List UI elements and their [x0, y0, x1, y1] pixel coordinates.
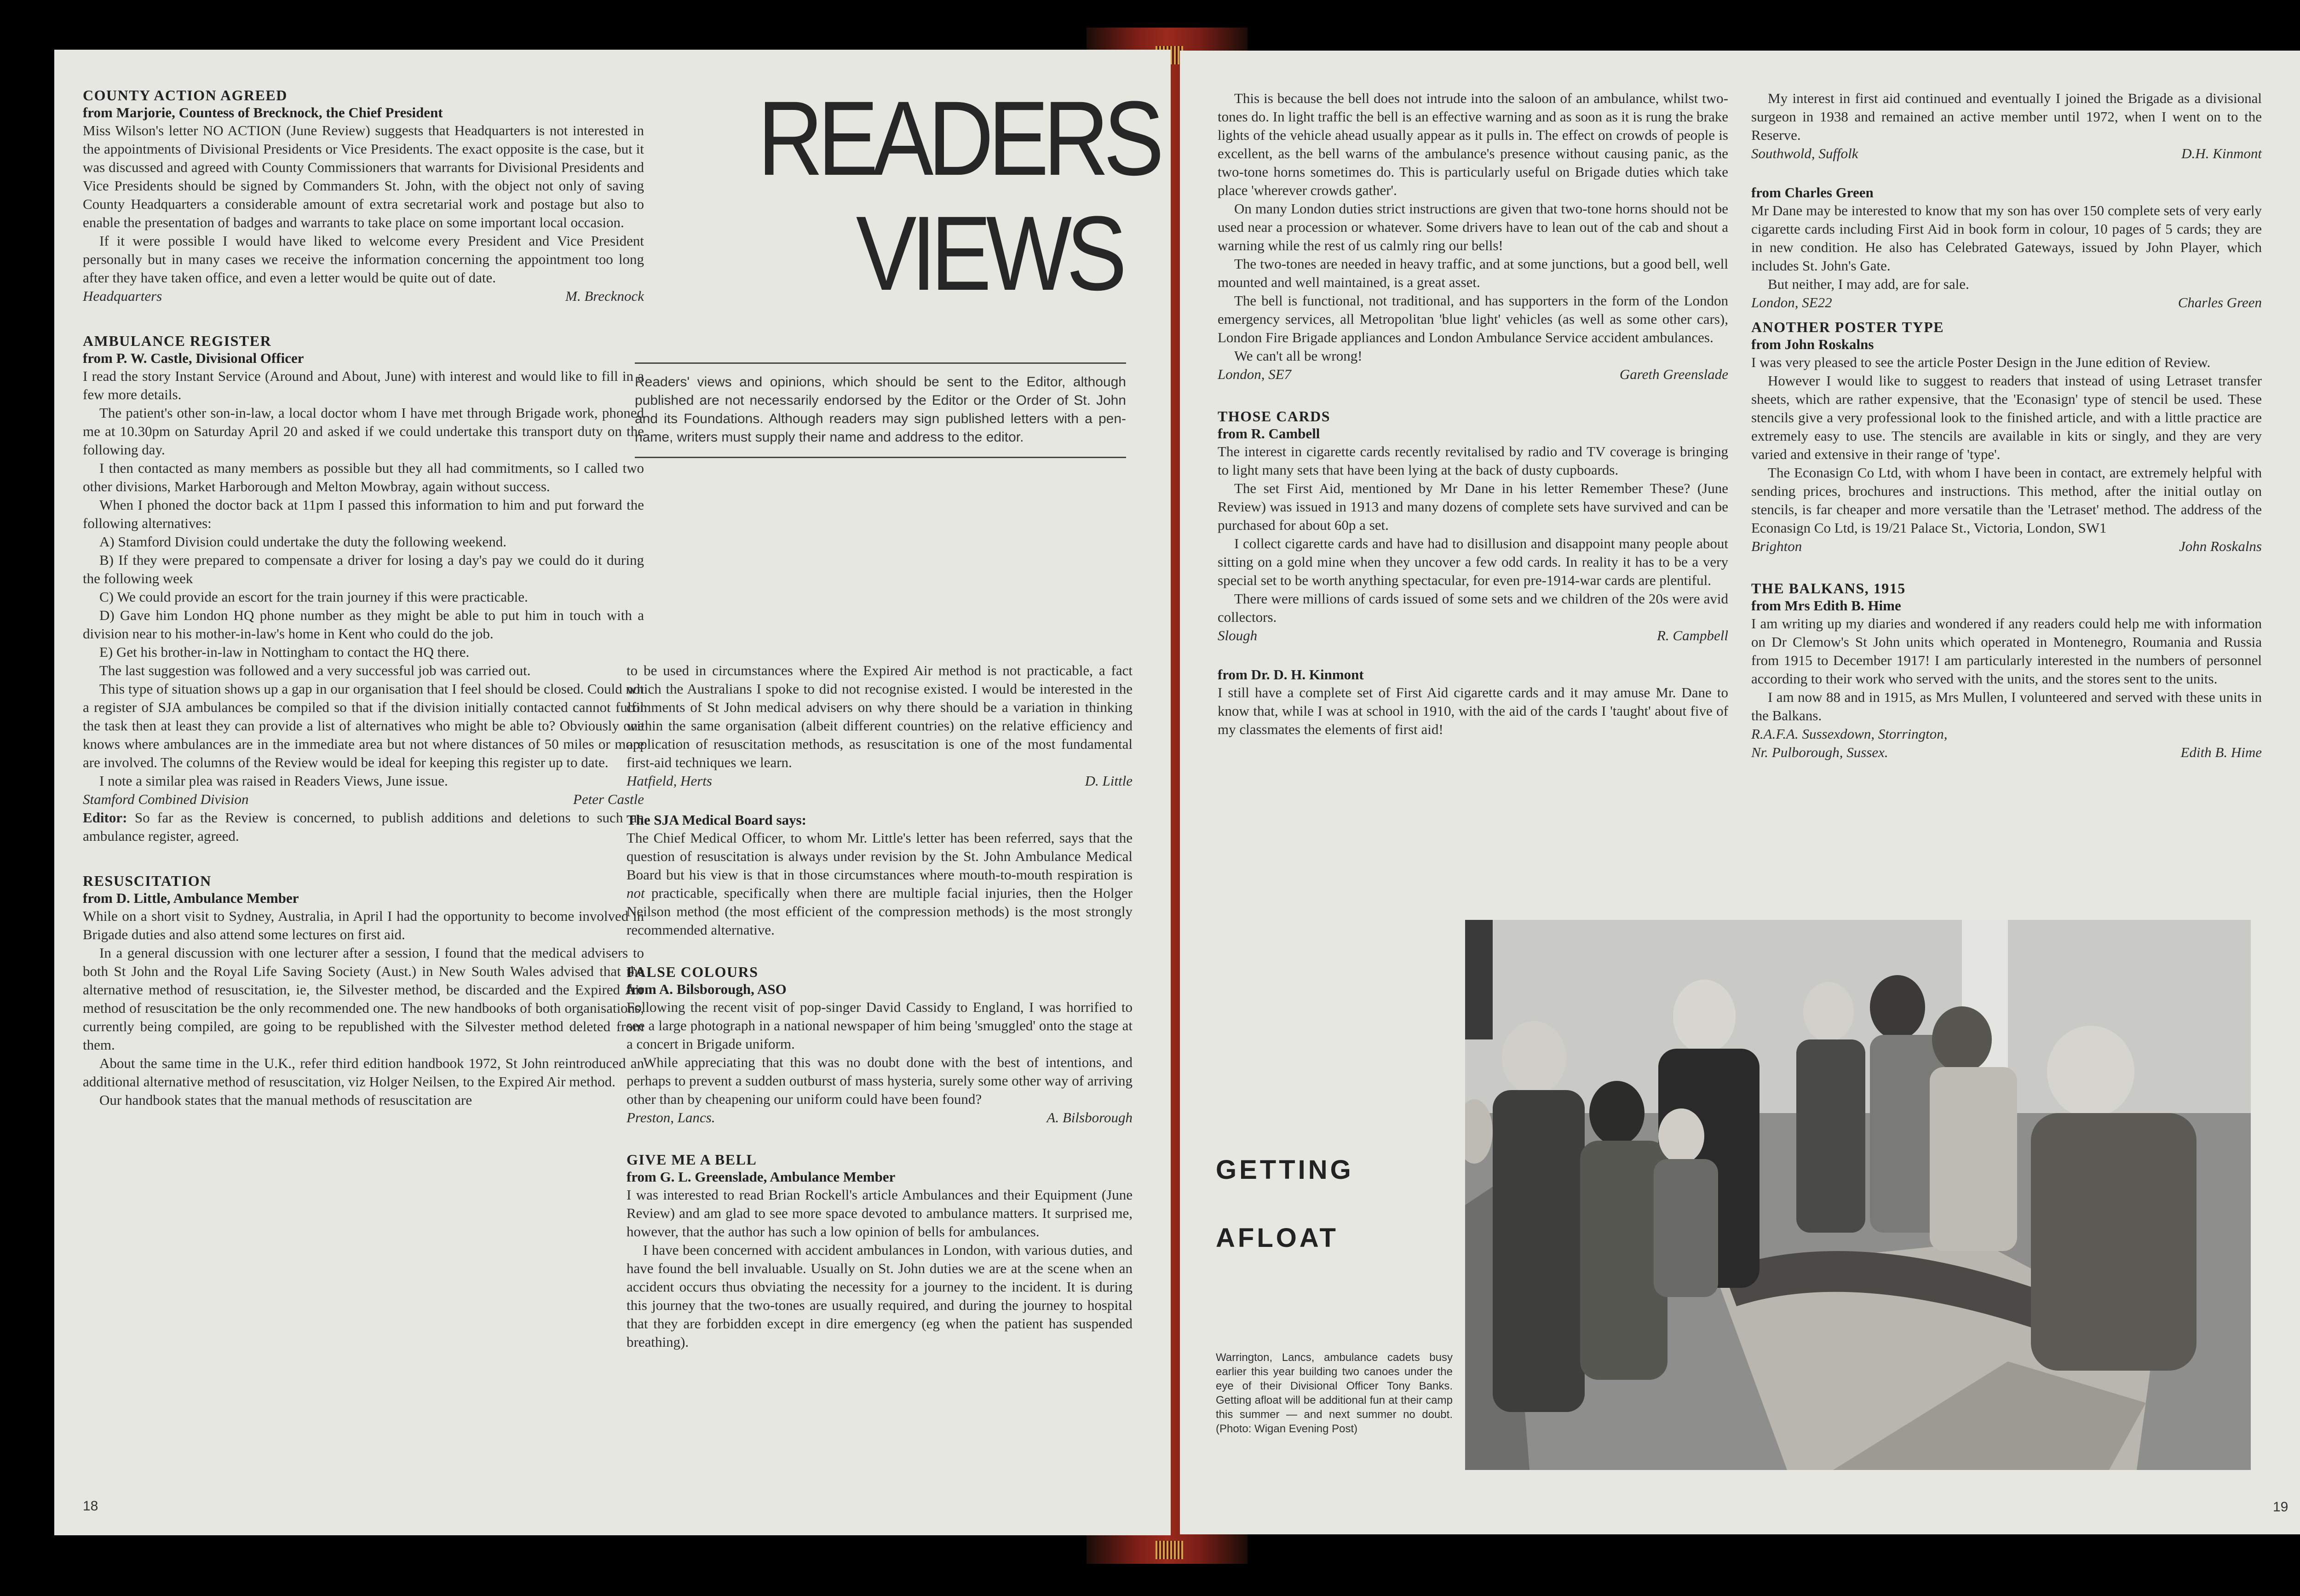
letter-paragraph: There were millions of cards issued of some sets and we children of the 20s were avid collectors. — [1218, 591, 1728, 625]
letter-author: from D. Little, Ambulance Member — [83, 890, 299, 906]
letter-continuation: This is because the bell does not intrude into the saloon of an ambulance, whilst two-tones do. In light traffic the bell is an effective warning and as soon as it is rung the brake lights of the vehicle ahead usually appear as it pulls in. The effect on crowds of people is excellent, as the bell warns of the ambulance's presence without causing panic, as the two-tone horns sometimes do. This is particularly useful on Brigade duties which take place 'wherever crowds gather'. — [1218, 90, 1728, 198]
letter-paragraph: Mr Dane may be interested to know that my son has over 150 complete sets of very early cigarette cards including First Aid in book form in colour, 10 pages of 5 cards; they are in new condition. He also has Celebrated Gateways, issued by John Player, which includes St. John's Gate. — [1751, 202, 2262, 274]
letter-paragraph: I note a similar plea was raised in Readers Views, June issue. — [99, 773, 448, 789]
letter-kinmont — [1218, 666, 1728, 739]
photo-illustration — [1465, 920, 2251, 1470]
letter-paragraph: The interest in cigarette cards recently revitalised by radio and TV coverage is bringing to light many sets that have been lying at the back of dusty cupboards. — [1218, 443, 1728, 478]
signature-name: R. Campbell — [1657, 627, 1728, 643]
letter-paragraph: On many London duties strict instructions are given that two-tone horns should not be used near a procession or whatever. Some drivers have to lean out of the cab and shout a warning while the rest of us calmly ring our bells! — [1218, 201, 1728, 253]
right-left-column — [1218, 89, 1728, 739]
cadets-canoe-photo — [1465, 920, 2251, 1470]
letter-paragraph: I have been concerned with accident ambulances in London, with various duties, and have found the bell invaluable. Usually on St. John duties we are at the scene when an accident occurs thus obviating the necessity for a journey to the incident. It is during this journey that the two-tones are usually required, and during the journey to hospital that they are forbidden except in dire emergency (eg when the patient has suspended breathing). — [627, 1242, 1133, 1350]
letter-author: from Mrs Edith B. Hime — [1751, 597, 1901, 614]
letter-author: from Charles Green — [1751, 184, 1874, 201]
letter-heading: ANOTHER POSTER TYPE — [1751, 319, 1944, 335]
letter-paragraph: The Econasign Co Ltd, with whom I have been in contact, are extremely helpful with sending prices, brochures and instructions. This method, after the initial outlay on stencils, is far cheaper and more versatile than the 'Letraset' method. The address of the Econasign Co Ltd, is 19/21 Palace St., Victoria, London, SW1 — [1751, 465, 2262, 536]
signature-address: R.A.F.A. Sussexdown, Storrington, — [1751, 726, 1948, 742]
letter-paragraph: I then contacted as many members as possible but they all had commitments, so I called two other divisions, Market Harborough and Melton Mowbray, again without success. — [83, 460, 644, 494]
letter-paragraph: D) Gave him London HQ phone number as they might be able to put him in touch with a division near to his mother-in-law's home in Kent who could do the job. — [83, 607, 644, 642]
page-number: 18 — [83, 1498, 98, 1514]
letter-author: from Dr. D. H. Kinmont — [1218, 666, 1364, 683]
letter-author: from Marjorie, Countess of Brecknock, the Chief President — [83, 104, 443, 121]
letter-author: from John Roskalns — [1751, 336, 1874, 352]
signature-name: Charles Green — [2178, 294, 2262, 310]
letter-paragraph: A) Stamford Division could undertake the duty the following weekend. — [99, 534, 507, 550]
signature-place: Preston, Lancs. — [627, 1109, 715, 1125]
letter-heading: AMBULANCE REGISTER — [83, 333, 272, 349]
letter-paragraph: I am writing up my diaries and wondered if any readers could help me with information on Dr Clemow's St John units which operated in Montenegro, Roumania and Russia from 1915 to December 1917! I am particularly interested in the numbers of personnel according to their work who served with the units, and the stores sent to the units. — [1751, 615, 2262, 687]
letter-signature — [627, 772, 1133, 790]
letter-paragraph: The patient's other son-in-law, a local doctor whom I have met through Brigade work, phoned me at 10.30pm on Saturday April 20 and asked if we could undertake this transport duty on the following day. — [83, 405, 644, 458]
letter-author: from P. W. Castle, Divisional Officer — [83, 350, 304, 366]
letter-paragraph: We can't all be wrong! — [1234, 348, 1363, 364]
letter-paragraph: The set First Aid, mentioned by Mr Dane in his letter Remember These? (June Review) was issued in 1913 and many dozens of complete sets have survived and can be purchased for about 60p a set. — [1218, 480, 1728, 533]
signature-name: Peter Castle — [573, 791, 644, 807]
editor-note — [83, 809, 644, 845]
letter-paragraph: I read the story Instant Service (Around and About, June) with interest and would like to fill in a few more details. — [83, 368, 644, 402]
letter-paragraph: The bell is functional, not traditional, and has supporters in the form of the London emergency services, all Metropolitan 'blue light' vehicles (as well as some other cars), London Fire Brigade appliances and London Ambulance Service accident ambulances. — [1218, 293, 1728, 345]
intro-note: Readers' views and opinions, which should be sent to the Editor, although published are not necessarily endorsed by the Editor or the Order of St. John and its Foundations. Although readers may sign published letters with a pen-name, writers must supply their name and address to the editor. — [635, 362, 1126, 458]
spine-binding-bottom — [1156, 1541, 1183, 1559]
letter-paragraph: If it were possible I would have liked to welcome every President and Vice President personally but in many cases we receive the information concerning the appointment too long after they have taken office, and even a letter would be quite out of date. — [83, 233, 644, 286]
letter-paragraph: While appreciating that this was no doubt done with the best of intentions, and perhaps to prevent a sudden outburst of mass hysteria, surely some other way of arriving other than by cheapening our uniform could have been found? — [627, 1054, 1133, 1107]
letter-heading: THE BALKANS, 1915 — [1751, 580, 1906, 597]
title-line-readers: READERS — [757, 79, 1159, 197]
letter-paragraph: The last suggestion was followed and a very successful job was carried out. — [99, 662, 531, 678]
letter-give-me-a-bell — [627, 1151, 1133, 1351]
left-page — [54, 50, 1171, 1535]
page-title — [757, 79, 1159, 312]
letter-paragraph: However I would like to suggest to readers that instead of using Letraset transfer sheets, which are rather expensive, that the 'Econasign' type of stencil be used. These stencils give a very professional look to the finished article, and with a little practice are extremely easy to use. The stencils are available in kits or singly, and they are very varied and extensive in their range of 'type'. — [1751, 373, 2262, 462]
editor-label: Editor: — [83, 809, 127, 826]
letter-signature — [1751, 144, 2262, 163]
letter-charles-green — [1751, 184, 2262, 312]
reply-emphasis: not — [627, 885, 645, 901]
letter-author: from G. L. Greenslade, Ambulance Member — [627, 1169, 896, 1185]
reply-text: The Chief Medical Officer, to whom Mr. Little's letter has been referred, says that the question of resuscitation is always under revision by the St. John Ambulance Medical Board but his view is that in those circumstances where mouth-to-mouth respiration is — [627, 830, 1133, 883]
feature-title-line: GETTING — [1216, 1155, 1354, 1185]
reply-paragraph — [627, 829, 1133, 939]
signature-name: Gareth Greenslade — [1619, 366, 1728, 382]
letter-ambulance-register — [83, 332, 644, 845]
signature-place: Hatfield, Herts — [627, 773, 712, 789]
title-line-views: VIEWS — [856, 194, 1121, 312]
signature-place: Stamford Combined Division — [83, 791, 249, 807]
letter-paragraph: I was very pleased to see the article Poster Design in the June edition of Review. — [1751, 354, 2211, 370]
signature-place: London, SE22 — [1751, 294, 1832, 310]
letter-heading: RESUSCITATION — [83, 873, 212, 889]
letter-paragraph: E) Get his brother-in-law in Nottingham to contact the HQ there. — [99, 644, 470, 660]
letter-balkans — [1751, 580, 2262, 762]
signature-place: London, SE7 — [1218, 366, 1292, 382]
letter-paragraph: About the same time in the U.K., refer third edition handbook 1972, St John reintroduced an additional alternative method of resuscitation, viz Holger Neilsen, to the Expired Air method. — [83, 1055, 644, 1090]
letter-signature — [1218, 626, 1728, 645]
letter-heading: THOSE CARDS — [1218, 408, 1330, 425]
letter-paragraph: Following the recent visit of pop-singer David Cassidy to England, I was horrified to see a large photograph in a national newspaper of him being 'smuggled' onto the stage at a concert in Brigade uniform. — [627, 999, 1133, 1052]
letter-author: from R. Cambell — [1218, 425, 1320, 442]
signature-place: Nr. Pulborough, Sussex. — [1751, 744, 1888, 760]
letter-heading: COUNTY ACTION AGREED — [83, 87, 288, 103]
letter-those-cards — [1218, 408, 1728, 645]
reply-text: practicable, specifically when there are multiple facial injuries, then the Holger Neilson method (the most efficient of the compression methods) is the most strongly recommended alternative. — [627, 885, 1133, 938]
letter-signature — [1218, 365, 1728, 384]
reply-sja-medical-board — [627, 811, 1133, 939]
letter-paragraph: B) If they were prepared to compensate a driver for losing a day's pay we could do it during the following week — [83, 552, 644, 586]
page-number: 19 — [2273, 1499, 2288, 1515]
letter-continuation: My interest in first aid continued and eventually I joined the Brigade as a divisional surgeon in 1938 and remained an active member until 1972, when I went on to the Reserve. — [1751, 90, 2262, 143]
letter-paragraph: This type of situation shows up a gap in our organisation that I feel should be closed. Could not a register of SJA ambulances be compiled so that if the division initially contacted cannot fulfil the task then at least they can provide a list of alternatives who might be able to? Obviously one knows where ambulances are in the immediate area but not where distances of 50 miles or more are involved. The columns of the Review would be ideal for keeping this register up to date. — [83, 681, 644, 770]
signature-name: D. Little — [1085, 773, 1133, 789]
letter-resuscitation — [83, 872, 644, 1109]
letter-paragraph: I am now 88 and in 1915, as Mrs Mullen, I volunteered and served with these units in the Balkans. — [1751, 689, 2262, 723]
signature-name: A. Bilsborough — [1046, 1109, 1133, 1125]
letter-signature — [627, 1108, 1133, 1127]
letter-another-poster-type — [1751, 318, 2262, 556]
right-right-column — [1751, 89, 2262, 762]
reply-heading: The SJA Medical Board says: — [627, 812, 806, 828]
letter-paragraph: Our handbook states that the manual methods of resuscitation are — [99, 1092, 472, 1108]
signature-place: Southwold, Suffolk — [1751, 145, 1858, 161]
signature-place: Headquarters — [83, 288, 162, 304]
editor-text: So far as the Review is concerned, to publish additions and deletions to such an ambulance register, agreed. — [83, 809, 644, 844]
letter-paragraph: The two-tones are needed in heavy traffic, and at some junctions, but a good bell, well mounted and well maintained, is a great asset. — [1218, 256, 1728, 290]
letter-paragraph: I still have a complete set of First Aid cigarette cards and it may amuse Mr. Dane to know that, while I was at school in 1910, with the aid of the cards I 'taught' about five of my classmates the elements of first aid! — [1218, 684, 1728, 737]
letter-continuation: to be used in circumstances where the Expired Air method is not practicable, a fact which the Australians I spoke to did not recognise existed. I would be interested in the comments of St John medical advisers on why there should be a variation in thinking within the same organisation (albeit different countries) on the relative efficiency and application of resuscitation methods, as resuscitation is one of the most fundamental first-aid techniques we learn. — [627, 662, 1133, 770]
signature-place: Slough — [1218, 627, 1258, 643]
letter-paragraph: Miss Wilson's letter NO ACTION (June Review) suggests that Headquarters is not interested in the appointments of Divisional Presidents or Vice Presidents. The exact opposite is the case, but it was discussed and agreed with County Commissioners that warrants for Divisional Presidents and Vice Presidents should be signed by Commanders St. John, with the object not only of saving County Headquarters a considerable amount of extra secretarial work and postage but also to enable the presentation of badges and warrants to take place on some important local occasion. — [83, 122, 644, 230]
letter-heading: GIVE ME A BELL — [627, 1151, 757, 1168]
signature-name: Edith B. Hime — [2180, 744, 2262, 760]
letter-signature — [1751, 293, 2262, 312]
letter-author: from A. Bilsborough, ASO — [627, 981, 787, 997]
right-page — [1180, 51, 2300, 1534]
middle-column — [627, 661, 1133, 1351]
letter-false-colours — [627, 963, 1133, 1127]
left-column — [83, 86, 644, 1109]
letter-paragraph: I was interested to read Brian Rockell's article Ambulances and their Equipment (June Review) and am glad to see more space devoted to ambulance matters. It surprised me, however, that the author has such a low opinion of bells for ambulances. — [627, 1187, 1133, 1240]
letter-signature — [83, 790, 644, 809]
signature-name: D.H. Kinmont — [2181, 145, 2262, 161]
letter-paragraph: But neither, I may add, are for sale. — [1768, 276, 1969, 292]
feature-title — [1216, 1136, 1354, 1272]
signature-place: Brighton — [1751, 538, 1802, 554]
signature-name: M. Brecknock — [565, 288, 644, 304]
signature-name: John Roskalns — [2179, 538, 2262, 554]
letter-county-action — [83, 86, 644, 305]
letter-signature — [1751, 537, 2262, 556]
letter-paragraph: I collect cigarette cards and have had to disillusion and disappoint many people about sitting on a gold mine when they uncover a few odd cards. In reality it has to be a very special set to be worth anything spectacular, for even pre-1914-war cards are plentiful. — [1218, 535, 1728, 588]
letter-paragraph: While on a short visit to Sydney, Australia, in April I had the opportunity to become involved in Brigade duties and also attend some lectures on first aid. — [83, 908, 644, 942]
letter-signature — [1751, 743, 2262, 762]
letter-signature — [83, 287, 644, 305]
letter-paragraph: C) We could provide an escort for the train journey if this were practicable. — [99, 589, 528, 605]
letter-heading: FALSE COLOURS — [627, 964, 759, 980]
letter-paragraph: When I phoned the doctor back at 11pm I passed this information to him and put forward the following alternatives: — [83, 497, 644, 531]
feature-title-line: AFLOAT — [1216, 1223, 1339, 1253]
photo-caption: Warrington, Lancs, ambulance cadets busy earlier this year building two canoes under the eye of their Divisional Officer Tony Banks. Getting afloat will be additional fun at their camp this summer — and next summer no doubt. (Photo: Wigan Evening Post) — [1216, 1351, 1453, 1435]
letter-paragraph: In a general discussion with one lecturer after a session, I found that the medical advisers to both St John and the Royal Life Saving Society (Aust.) in New South Wales advised that the alternative method of resuscitation, ie, the Silvester method, be discarded and the Expired Air method of resuscitation be the only recommended one. The new handbooks of both organisations, currently being compiled, are going to be republished with the Silvester method deleted from them. — [83, 945, 644, 1053]
